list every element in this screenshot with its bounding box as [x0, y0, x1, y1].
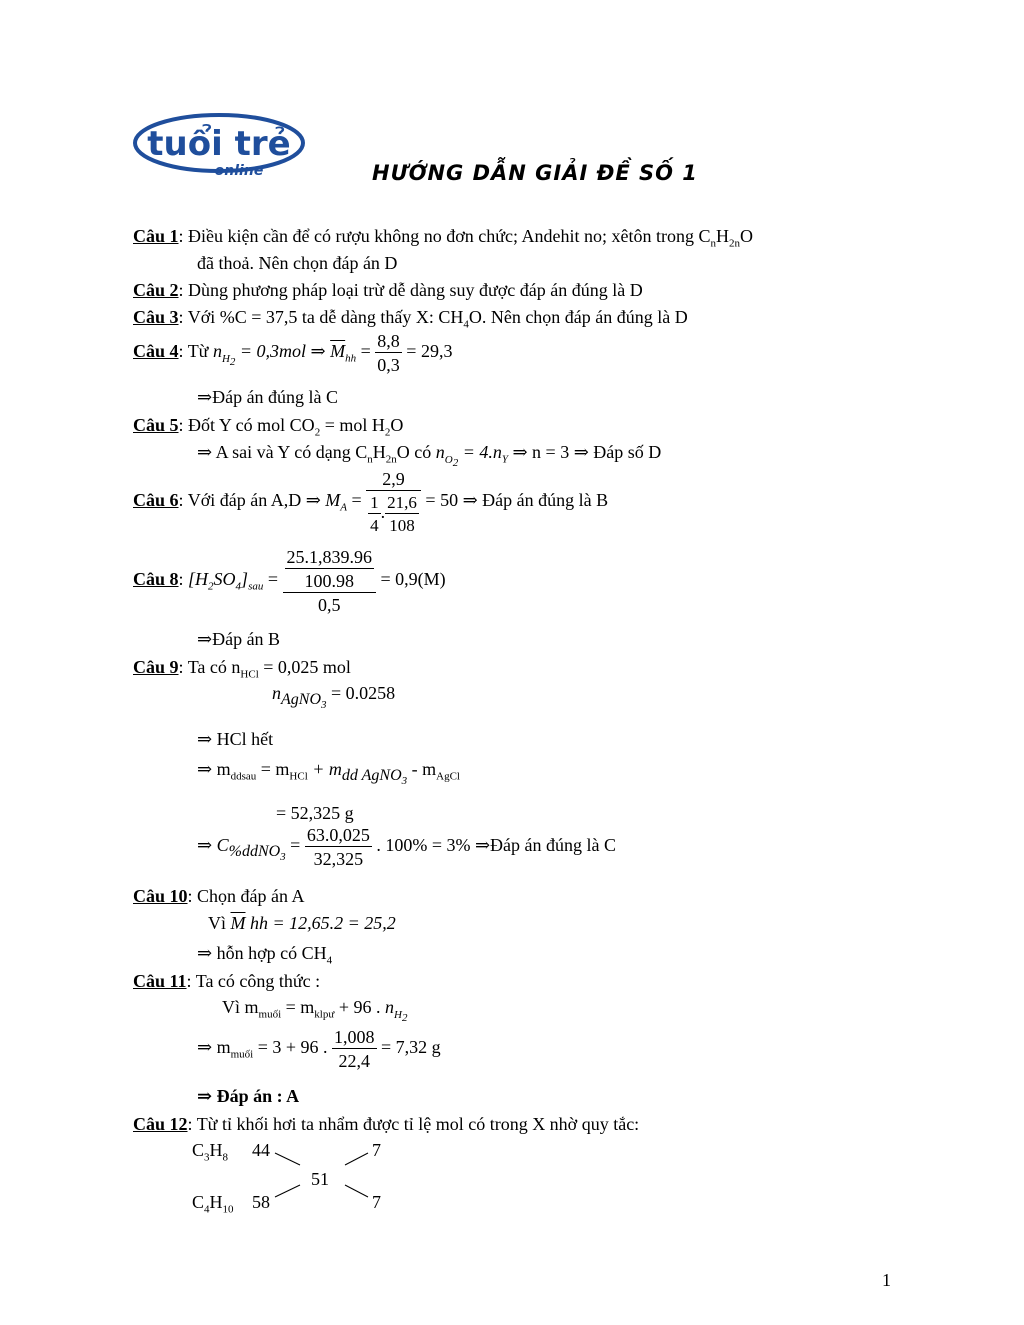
q10-l3: ⇒ hỗn hợp có CH: [197, 943, 327, 963]
q9-line1: Câu 9: Ta có $n_{HCl} = 0,025$ mol: [133, 657, 351, 681]
q8-answer: ⇒Đáp án B: [197, 629, 281, 649]
svg-text:tuổi trẻ: tuổi trẻ: [147, 124, 291, 164]
q9-l4b: = m: [256, 759, 290, 779]
q11-l1: : Ta có công thức :: [186, 971, 321, 991]
q6-result: = 50 ⇒ Đáp án đúng là B: [425, 490, 609, 511]
q11-l3b: = 3 + 96 .: [253, 1037, 328, 1058]
q9-line4: ⇒ $m_{ddsau} = m_{HCl} + m_{dd AgNO_3} - m_{AgCl}$: [197, 759, 460, 787]
q6-line: Câu 6: Với đáp án A,D ⇒ $M_A$ = 2,9 $\frac{1}{4}$ . $\frac{21,6}{108}$ = 50 ⇒ Đáp án đúng là B: [133, 469, 609, 535]
q2-text: : Dùng phương pháp loại trừ dễ dàng suy được đáp án đúng là D: [178, 280, 643, 300]
q1-line1: Câu 1: Điều kiện cần để có rượu không no đơn chức; Andehit no; xêtôn trong $C_nH_{2n}O$: [133, 226, 753, 250]
q12-row1-value: 44: [252, 1140, 270, 1160]
q9-l2: = 0.0258: [331, 683, 396, 703]
q10-l1: : Chọn đáp án A: [187, 886, 305, 906]
q8-line: Câu 8: $[H_2SO_4]_{sau}$ = $\frac{\frac{25.1,839.96}{100.98}}{0,5}$ = 0,9(M): [133, 547, 446, 615]
q11-l2b: = m: [281, 997, 315, 1017]
tuoi-tre-logo: [133, 113, 305, 177]
q11-l3a: ⇒ m: [197, 1037, 231, 1058]
q4-line: Câu 4: Từ $n_{H_2} = 0,3mol$ ⇒ $\overline{M}_{hh}$ = $\frac{8,8}{0,3}$ = 29,3: [133, 331, 453, 375]
q11-result: = 7,32 g: [381, 1037, 441, 1058]
q12-row1-out: 7: [372, 1140, 381, 1160]
q10-line1: [133, 887, 305, 905]
q9-line6: ⇒ $C_{\%ddNO_3}$ = $\frac{63.0,025}{32,325}$ . 100% = 3% ⇒Đáp án đúng là C: [197, 825, 617, 869]
q9-l1: : Ta có n: [178, 657, 241, 677]
q1-line2: đã thoả. Nên chọn đáp án D: [197, 253, 398, 273]
q9-l4d: - m: [407, 759, 437, 779]
page-title: HƯỚNG DẪN GIẢI ĐỀ SỐ 1: [372, 161, 698, 185]
q5-line2-a: ⇒ A sai và Y có dạng C: [197, 442, 368, 462]
q3-label: Câu 3: [133, 307, 179, 327]
q9-l4a: ⇒ m: [197, 759, 231, 779]
q5-label: Câu 5: [133, 415, 179, 435]
q6-label: Câu 6: [133, 490, 179, 511]
q12-row1-name: $C_3H_8$: [192, 1140, 229, 1164]
q1-text: : Điều kiện cần để có rượu không no đơn chức; Andehit no; xêtôn trong C: [178, 226, 711, 246]
q9-line3: ⇒ HCl hết: [197, 729, 274, 749]
q3-line: Câu 3: Với %C = 37,5 ta dễ dàng thấy X: $CH_4O$. Nên chọn đáp án đúng là D: [133, 307, 688, 331]
q11-line1: [133, 972, 320, 990]
q8-fraction: $\frac{\frac{25.1,839.96}{100.98}}{0,5}$: [283, 548, 377, 614]
q4-lead: : Từ: [178, 341, 209, 362]
q12-line1: [133, 1115, 639, 1133]
q3-text-end: O. Nên chọn đáp án đúng là D: [468, 307, 688, 327]
q11-line2: Vì $m_{muối} = m_{klpư} + 96$ . $n_{H_2}$: [222, 997, 408, 1024]
q11-l2c: + 96 .: [334, 997, 381, 1017]
q2-line: [133, 281, 643, 299]
q11-l2a: Vì m: [222, 997, 259, 1017]
q12-cross-lines: [270, 1145, 380, 1205]
q5-line2-d: ⇒ n = 3 ⇒ Đáp số D: [512, 442, 662, 462]
q6-lead: : Với đáp án A,D ⇒: [178, 490, 321, 511]
q10-l2b: hh = 12,65.2 = 25,2: [250, 913, 396, 933]
q3-text: : Với %C = 37,5 ta dễ dàng thấy X: CH: [178, 307, 464, 327]
q5-line2: ⇒ A sai và Y có dạng $C_nH_{2n}O$ có $n_{O_2} = 4.n_Y$ ⇒ n = 3 ⇒ Đáp số D: [197, 442, 662, 469]
q8-label: Câu 8: [133, 569, 179, 590]
q4-answer: ⇒Đáp án đúng là C: [197, 387, 339, 407]
q4-eq: = 0,3mol ⇒: [239, 341, 326, 362]
q11-answer: ⇒ Đáp án : A: [197, 1086, 300, 1106]
q6-fraction: 2,9 $\frac{1}{4}$ . $\frac{21,6}{108}$: [366, 470, 421, 534]
q9-label: Câu 9: [133, 657, 179, 677]
page-number: 1: [882, 1270, 891, 1290]
q4-label: Câu 4: [133, 341, 179, 362]
q9-l1b: = 0,025 mol: [258, 657, 351, 677]
svg-text:online: online: [214, 163, 264, 177]
q11-fraction: $\frac{1,008}{22,4}$: [334, 1027, 375, 1071]
q4-fraction: $\frac{8,8}{0,3}$: [377, 331, 400, 375]
q12-center: 51: [311, 1169, 329, 1189]
q5-line1: Câu 5: Đốt Y có mol $CO_2$ = mol $H_2O$: [133, 415, 404, 439]
q5-line2-c: = 4.n: [462, 442, 502, 462]
q5-mid: = mol H: [320, 415, 385, 435]
q12-l1: : Từ tỉ khối hơi ta nhẩm được tỉ lệ mol có trong X nhờ quy tắc:: [187, 1114, 640, 1134]
q1-label: Câu 1: [133, 226, 179, 246]
q10-l2: Vì: [208, 913, 226, 933]
q5-text: : Đốt Y có mol CO: [178, 415, 315, 435]
q5-end: O: [390, 415, 404, 435]
q5-line2-b: O có: [396, 442, 432, 462]
q11-line3: ⇒ $m_{muối} = 3 + 96$ . $\frac{1,008}{22,4}$ = 7,32 g: [197, 1027, 441, 1071]
q12-row2-name: $C_4H_{10}$: [192, 1192, 234, 1216]
q12-label: Câu 12: [133, 1114, 188, 1134]
q12-row2-out: 7: [372, 1192, 381, 1212]
q9-fraction: $\frac{63.0,025}{32,325}$: [306, 825, 370, 869]
q9-line2: $n_{AgNO_3} = 0.0258$: [272, 683, 396, 711]
q9-result: . 100% = 3% ⇒Đáp án đúng là C: [376, 835, 617, 856]
q11-label: Câu 11: [133, 971, 187, 991]
q10-line2: Vì $\overline{M}$ hh = 12,65.2 = 25,2: [208, 913, 396, 933]
q10-line3: ⇒ hỗn hợp có $CH_4$: [197, 943, 333, 967]
q12-row2-value: 58: [252, 1192, 270, 1212]
q2-label: Câu 2: [133, 280, 179, 300]
q10-label: Câu 10: [133, 886, 188, 906]
q8-result: = 0,9(M): [380, 569, 446, 590]
q9-line5: = 52,325 g: [276, 803, 354, 823]
q9-l4c: + m: [307, 759, 342, 779]
q4-result: = 29,3: [406, 341, 453, 362]
